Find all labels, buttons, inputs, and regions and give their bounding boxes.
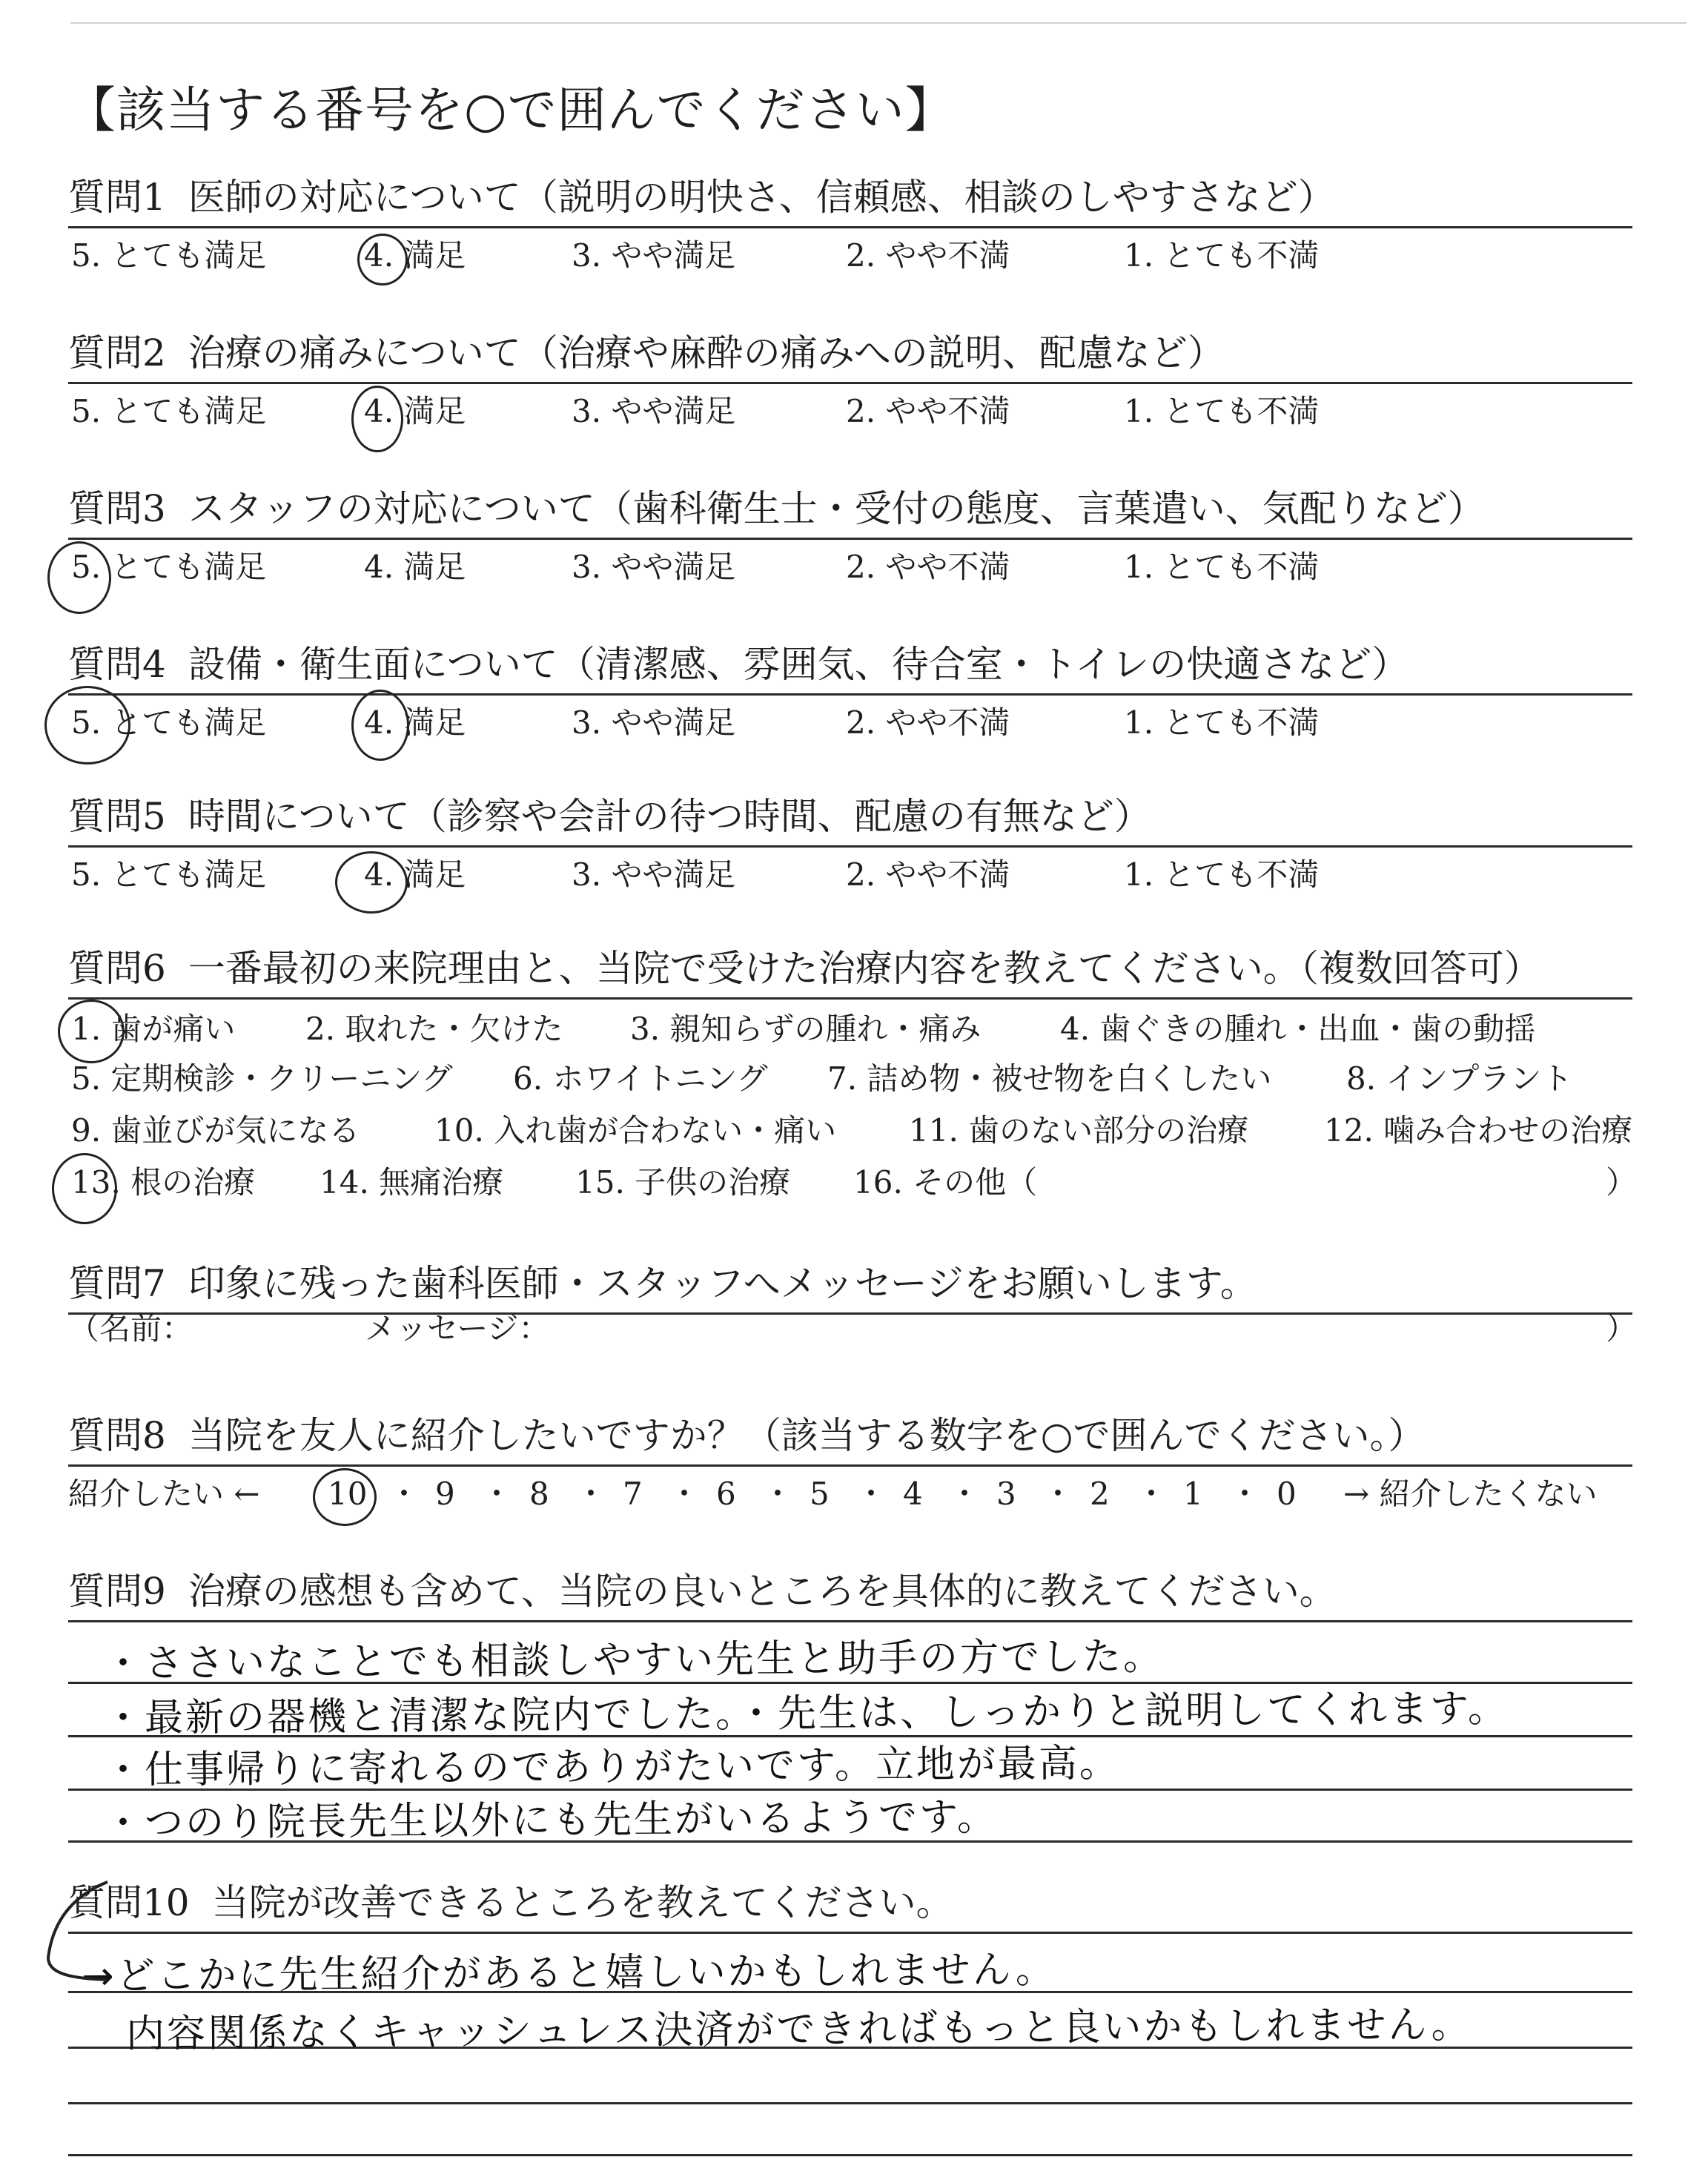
question-number: 質問9: [68, 1570, 166, 1613]
option-1[interactable]: 1. とても不満: [1124, 237, 1320, 274]
question-number: 質問7: [68, 1262, 166, 1305]
option-5[interactable]: 5. とても満足: [71, 856, 267, 893]
q6-item[interactable]: 2. 取れた・欠けた: [305, 1011, 563, 1047]
q6-item[interactable]: 10. 入れ歯が合わない・痛い: [434, 1112, 837, 1149]
question-5: [68, 793, 1632, 848]
answer-circle-mark: [44, 686, 130, 764]
q6-item[interactable]: 11. 歯のない部分の治療: [909, 1112, 1249, 1149]
scale-dot: ・: [949, 1476, 981, 1512]
option-4[interactable]: 4. 満足: [364, 856, 466, 893]
option-3[interactable]: 3. やや満足: [572, 237, 736, 274]
q6-item[interactable]: 6. ホワイトニング: [513, 1060, 768, 1097]
scale-value-9[interactable]: 9: [435, 1476, 455, 1512]
question-text: 一番最初の来院理由と、当院で受けた治療内容を教えてください。（複数回答可）: [188, 947, 1541, 990]
option-3[interactable]: 3. やや満足: [572, 704, 736, 741]
option-3[interactable]: 3. やや満足: [572, 856, 736, 893]
question-number: 質問6: [68, 947, 166, 990]
question-number: 質問1: [68, 176, 166, 219]
recommendation-scale: [68, 1472, 1640, 1516]
handwritten-answer-line: ・ささいなことでも相談しやすい先生と助手の方でした。: [103, 1634, 1165, 1686]
scale-value-8[interactable]: 8: [529, 1476, 549, 1512]
answer-circle-mark: [47, 541, 111, 614]
option-2[interactable]: 2. やや不満: [846, 704, 1010, 741]
scale-value-10[interactable]: 10: [328, 1476, 368, 1512]
option-2[interactable]: 2. やや不満: [846, 856, 1010, 893]
option-2[interactable]: 2. やや不満: [846, 549, 1010, 585]
scale-value-0[interactable]: 0: [1277, 1476, 1297, 1512]
question-text: スタッフの対応について（歯科衛生士・受付の態度、言葉遣い、気配りなど）: [188, 487, 1485, 530]
q6-item[interactable]: 9. 歯並びが気になる: [71, 1112, 360, 1149]
writing-line: [68, 2102, 1632, 2104]
option-3[interactable]: 3. やや満足: [572, 549, 736, 585]
question-text: 設備・衛生面について（清潔感、雰囲気、待合室・トイレの快適さなど）: [188, 643, 1409, 686]
scale-value-5[interactable]: 5: [810, 1476, 830, 1512]
answer-circle-mark: [313, 1468, 377, 1526]
question-text: 治療の痛みについて（治療や麻酔の痛みへの説明、配慮など）: [188, 331, 1225, 374]
q6-item[interactable]: 3. 親知らずの腫れ・痛み: [630, 1011, 982, 1047]
scale-value-4[interactable]: 4: [903, 1476, 923, 1512]
answer-circle-mark: [58, 1000, 125, 1063]
question-number: 質問2: [68, 331, 166, 374]
q6-item[interactable]: 4. 歯ぐきの腫れ・出血・歯の動揺: [1060, 1011, 1536, 1047]
option-2[interactable]: 2. やや不満: [846, 393, 1010, 429]
question-6: [68, 945, 1632, 1000]
option-1[interactable]: 1. とても不満: [1124, 856, 1320, 893]
question-text: 治療の感想も含めて、当院の良いところを具体的に教えてください。: [188, 1570, 1337, 1613]
answer-circle-mark: [351, 386, 403, 452]
scale-dot: ・: [1042, 1476, 1074, 1512]
scale-dot: ・: [481, 1476, 513, 1512]
q6-item[interactable]: 13. 根の治療: [71, 1164, 256, 1200]
question-4: [68, 641, 1632, 696]
option-5[interactable]: 5. とても満足: [71, 704, 267, 741]
name-label: （名前：: [68, 1310, 193, 1347]
close-paren: ）: [1606, 1310, 1638, 1347]
question-10: [68, 1880, 1632, 1934]
option-1[interactable]: 1. とても不満: [1124, 704, 1320, 741]
option-1[interactable]: 1. とても不満: [1124, 393, 1320, 429]
scale-right-label: → 紹介したくない: [1343, 1476, 1598, 1512]
q6-row-3: [71, 1109, 1635, 1153]
q6-item[interactable]: 8. インプラント: [1346, 1060, 1573, 1097]
scale-value-3[interactable]: 3: [996, 1476, 1016, 1512]
question-text: 時間について（診察や会計の待つ時間、配慮の有無など）: [188, 795, 1151, 838]
question-text: 医師の対応について（説明の明快さ、信頼感、相談のしやすさなど）: [188, 176, 1335, 219]
question-number: 質問4: [68, 643, 166, 686]
answer-circle-mark: [335, 851, 408, 914]
scale-dot: ・: [388, 1476, 420, 1512]
q7-response-row: [68, 1307, 1638, 1351]
option-1[interactable]: 1. とても不満: [1124, 549, 1320, 585]
question-number: 質問8: [68, 1414, 166, 1457]
option-4[interactable]: 4. 満足: [364, 237, 466, 274]
scale-dot: ・: [1136, 1476, 1168, 1512]
option-5[interactable]: 5. とても満足: [71, 237, 267, 274]
option-4[interactable]: 4. 満足: [364, 549, 466, 585]
scale-value-7[interactable]: 7: [623, 1476, 643, 1512]
scale-value-6[interactable]: 6: [716, 1476, 736, 1512]
q6-item[interactable]: 5. 定期検診・クリーニング: [71, 1060, 453, 1097]
q6-row-2: [71, 1057, 1635, 1101]
scale-dot: ・: [855, 1476, 887, 1512]
option-4[interactable]: 4. 満足: [364, 393, 466, 429]
close-paren: ）: [1606, 1164, 1638, 1200]
handwritten-answer-line: →どこかに先生紹介があると嬉しいかもしれません。: [81, 1947, 1056, 1999]
q6-item[interactable]: 16. その他（: [853, 1164, 1038, 1200]
scale-value-1[interactable]: 1: [1183, 1476, 1203, 1512]
answer-circle-mark: [351, 690, 409, 761]
q6-item[interactable]: 14. 無痛治療: [320, 1164, 504, 1200]
question-number: 質問3: [68, 487, 166, 530]
option-5[interactable]: 5. とても満足: [71, 393, 267, 429]
q6-item[interactable]: 7. 詰め物・被せ物を白くしたい: [827, 1060, 1272, 1097]
question-1: [68, 174, 1632, 228]
scale-left-label: 紹介したい ←: [68, 1476, 260, 1512]
question-text: 当院を友人に紹介したいですか？（該当する数字を○で囲んでください。）: [188, 1414, 1426, 1457]
message-label: メッセージ：: [365, 1310, 550, 1347]
q6-row-1: [71, 1007, 1635, 1051]
handwritten-bracket-mark: [37, 1876, 119, 1987]
question-number: 質問5: [68, 795, 166, 838]
option-4[interactable]: 4. 満足: [364, 704, 466, 741]
scan-top-edge-line: [70, 22, 1687, 24]
q6-item[interactable]: 15. 子供の治療: [575, 1164, 791, 1200]
form-title: 【該当する番号を○で囲んでください】: [67, 82, 955, 139]
scale-dot: ・: [762, 1476, 794, 1512]
q6-item[interactable]: 12. 噛み合わせの治療: [1324, 1112, 1633, 1149]
question-text: 印象に残った歯科医師・スタッフへメッセージをお願いします。: [188, 1262, 1257, 1305]
handwritten-answer-line: 内容関係なくキャッシュレス決済ができればもっと良いかもしれません。: [125, 2002, 1472, 2057]
scale-dot: ・: [669, 1476, 701, 1512]
question-3: [68, 486, 1632, 540]
answer-circle-mark: [52, 1153, 117, 1224]
option-2[interactable]: 2. やや不満: [846, 237, 1010, 274]
handwritten-answer-line: ・つのり院長先生以外にも先生がいるようです。: [103, 1794, 999, 1846]
q6-row-4: [71, 1160, 1638, 1205]
question-2: [68, 330, 1632, 384]
answer-circle-mark: [357, 234, 408, 285]
question-9: [68, 1568, 1632, 1622]
question-8: [68, 1413, 1632, 1467]
handwritten-answer-line: ・仕事帰りに寄れるのでありがたいです。立地が最高。: [103, 1741, 1121, 1793]
handwritten-answer-line: ・最新の器機と清潔な院内でした。・先生は、しっかりと説明してくれます。: [103, 1686, 1509, 1741]
scale-value-2[interactable]: 2: [1090, 1476, 1110, 1512]
writing-line: [68, 2154, 1632, 2156]
scale-dot: ・: [1229, 1476, 1261, 1512]
scale-dot: ・: [575, 1476, 607, 1512]
option-3[interactable]: 3. やや満足: [572, 393, 736, 429]
q6-item[interactable]: 1. 歯が痛い: [71, 1011, 236, 1047]
option-5[interactable]: 5. とても満足: [71, 549, 267, 585]
question-number: 質問10: [68, 1881, 190, 1924]
question-text: 当院が改善できるところを教えてください。: [211, 1881, 953, 1924]
